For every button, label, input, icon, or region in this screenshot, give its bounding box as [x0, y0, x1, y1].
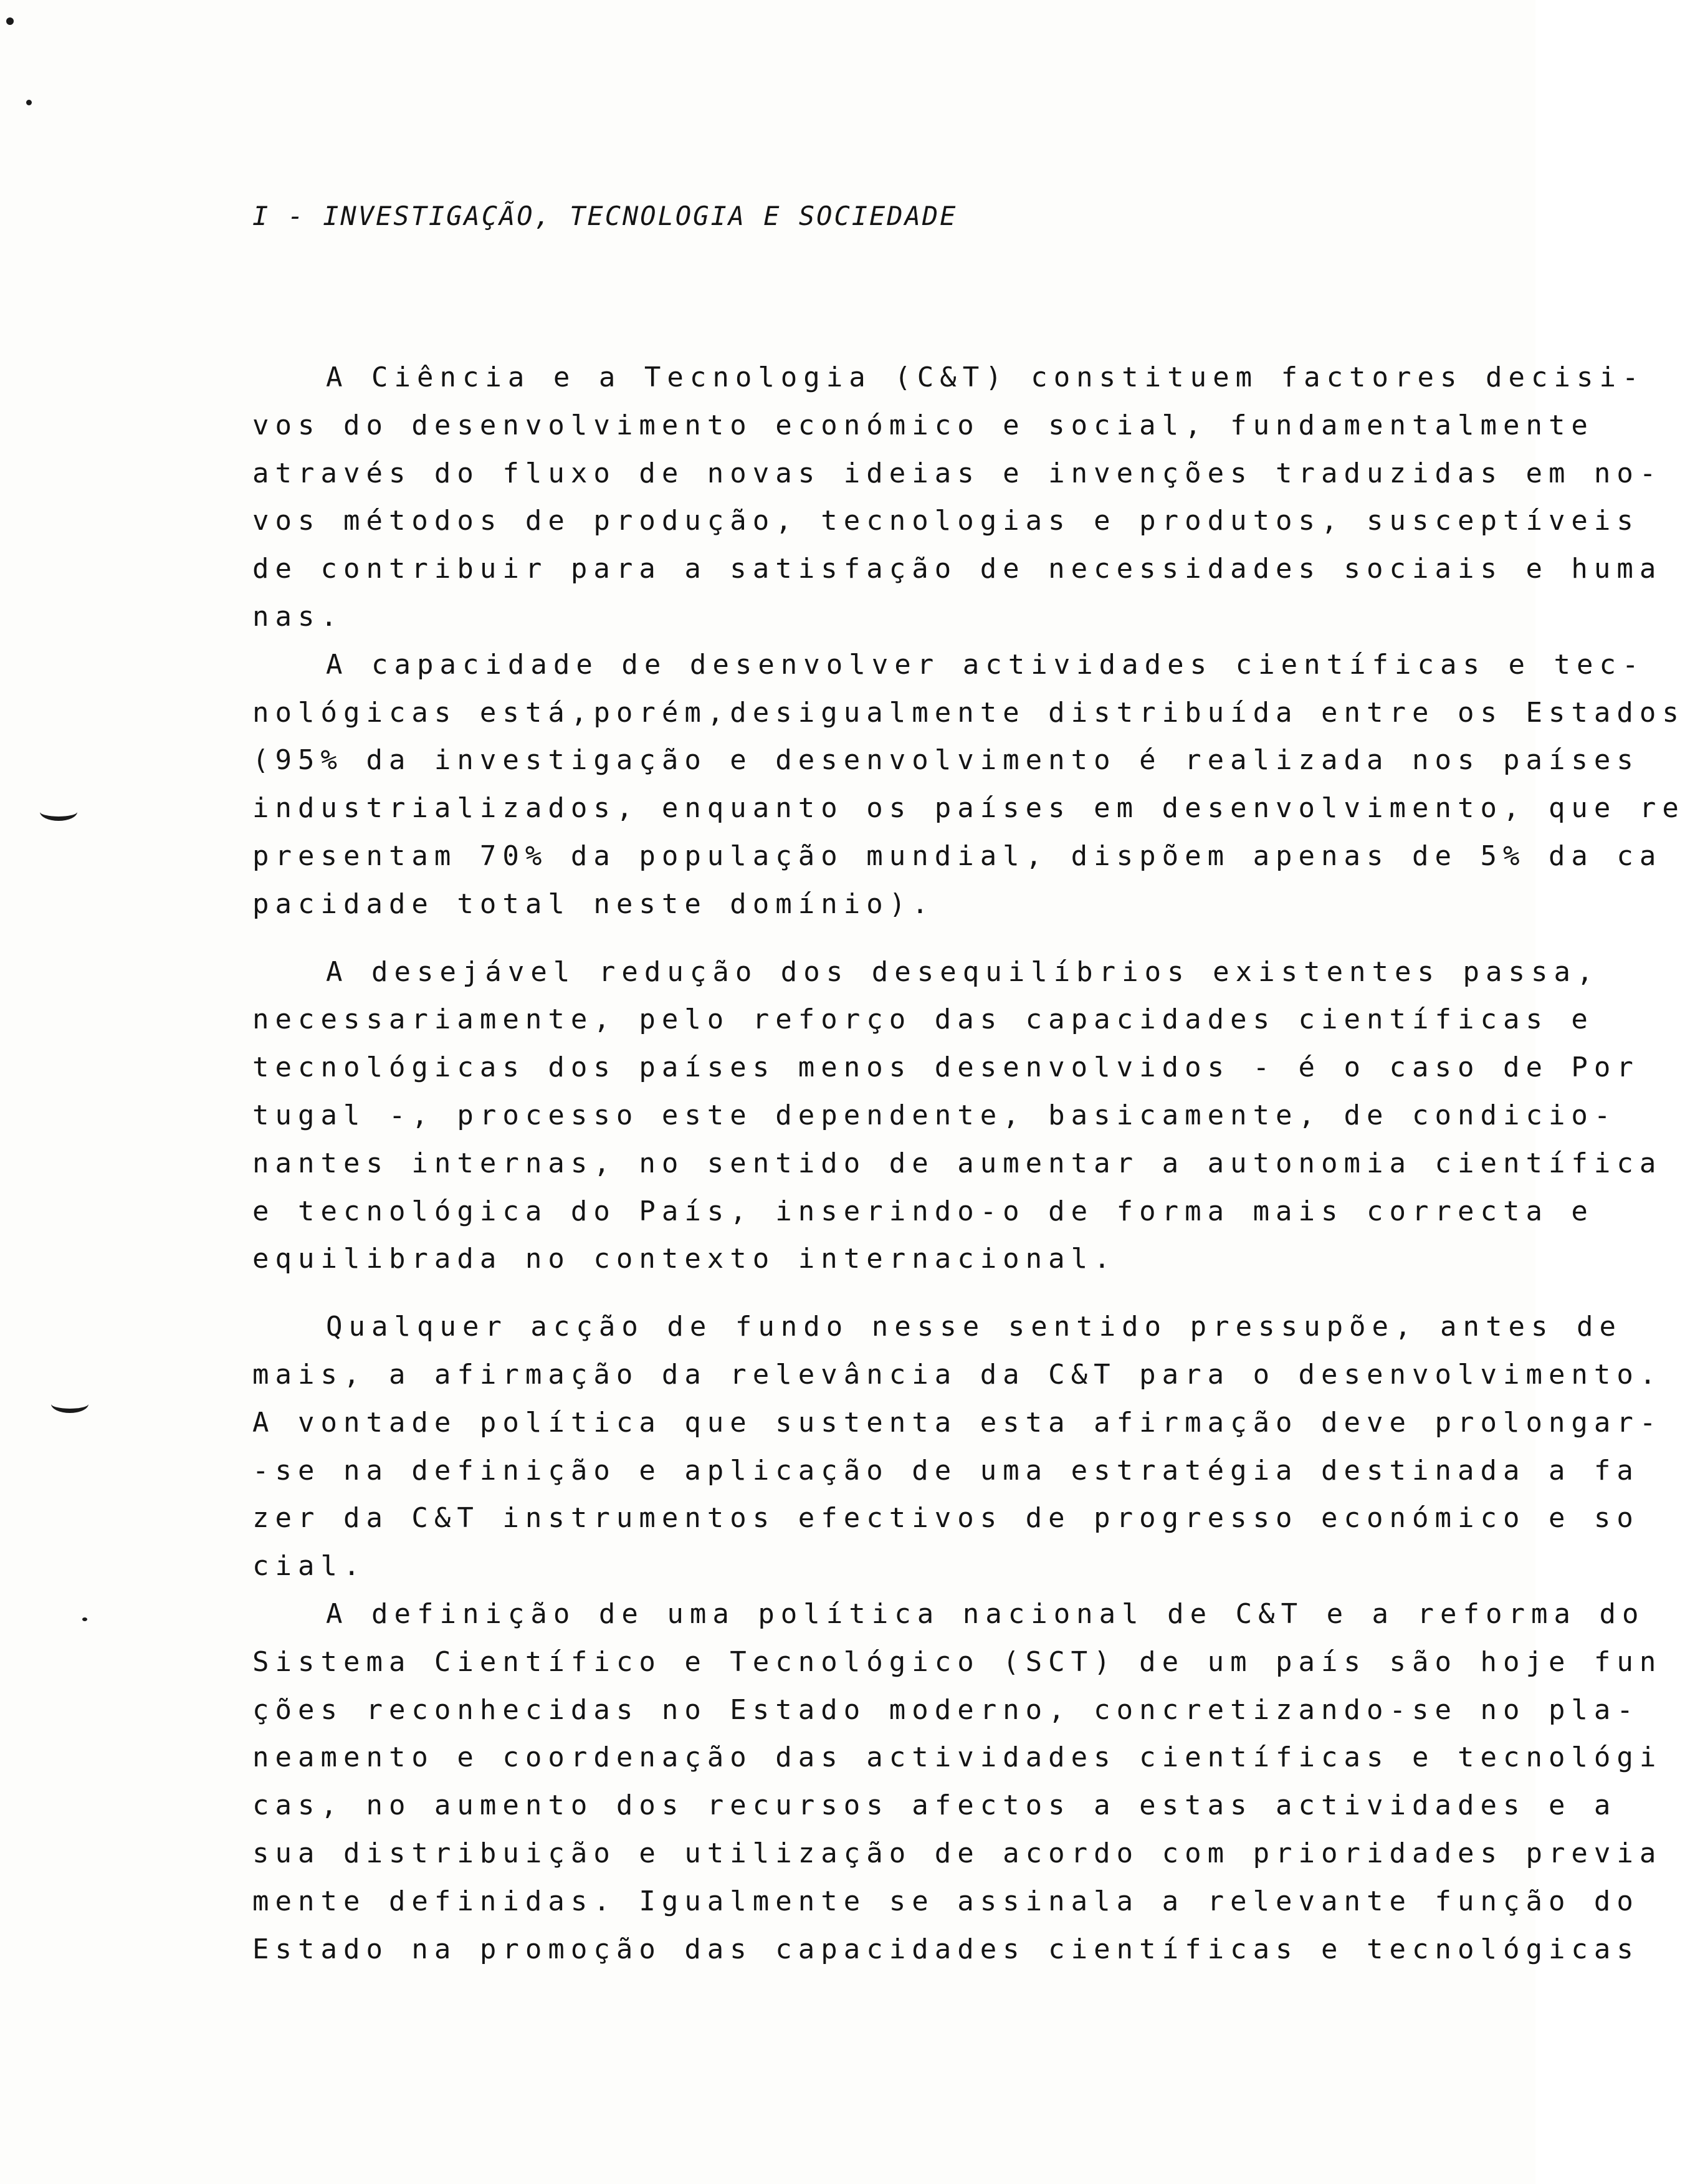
scan-speck [6, 17, 14, 25]
text-line: necessariamente, pelo reforço das capacidades científicas e [252, 1003, 1594, 1036]
text-line: cial. [252, 1550, 366, 1583]
paragraph [252, 354, 1663, 641]
section-heading: I - INVESTIGAÇÃO, TECNOLOGIA E SOCIEDADE [252, 201, 958, 231]
text-line: neamento e coordenação das actividades científicas e tecnológi [252, 1741, 1663, 1774]
text-line: A vontade política que sustenta esta afirmação deve prolongar- [252, 1406, 1663, 1439]
document-body [252, 354, 1685, 1973]
text-line: industrializados, enquanto os países em desenvolvimento, que re [252, 792, 1685, 825]
scan-speck [82, 1617, 87, 1621]
scan-speck [26, 100, 32, 105]
text-line: vos métodos de produção, tecnologias e produtos, susceptíveis [252, 505, 1640, 537]
text-line: A definição de uma política nacional de C&T e a reforma do [326, 1597, 1645, 1630]
paragraph [252, 949, 1663, 1284]
text-line: A Ciência e a Tecnologia (C&T) constituem factores decisi- [326, 362, 1645, 393]
text-line: presentam 70% da população mundial, dispõem apenas de 5% da ca [252, 840, 1663, 872]
text-line: de contribuir para a satisfação de necessidades sociais e huma [252, 553, 1663, 585]
text-line: -se na definição e aplicação de uma estratégia destinada a fa [252, 1454, 1640, 1487]
text-line: nas. [252, 600, 343, 633]
text-line: ções reconhecidas no Estado moderno, concretizando-se no pla- [252, 1693, 1640, 1726]
text-line: mente definidas. Igualmente se assinala a relevante função do [252, 1885, 1640, 1917]
text-line: A capacidade de desenvolver actividades científicas e tec- [326, 648, 1645, 681]
text-line: Qualquer acção de fundo nesse sentido pressupõe, antes de [326, 1311, 1622, 1343]
paragraph-gap [252, 929, 1436, 949]
paragraph-gap [252, 1283, 1436, 1303]
text-line: Sistema Científico e Tecnológico (SCT) de um país são hoje fun [252, 1645, 1663, 1678]
text-line: vos do desenvolvimento económico e social, fundamentalmente [252, 409, 1594, 441]
text-line: através do fluxo de novas ideias e invenções traduzidas em no- [252, 457, 1663, 489]
scan-mark [51, 1395, 88, 1413]
text-line: tugal -, processo este dependente, basicamente, de condicio- [252, 1099, 1617, 1131]
text-line: nantes internas, no sentido de aumentar a autonomia científica [252, 1147, 1663, 1179]
text-line: nológicas está,porém,desigualmente distribuída entre os Estados [252, 696, 1685, 729]
paragraph [252, 641, 1685, 929]
text-line: e tecnológica do País, inserindo-o de forma mais correcta e [252, 1195, 1594, 1227]
text-line: zer da C&T instrumentos efectivos de progresso económico e so [252, 1502, 1640, 1535]
paragraph [252, 1303, 1663, 1591]
text-line: pacidade total neste domínio). [252, 888, 935, 920]
text-line: mais, a afirmação da relevância da C&T para o desenvolvimento. [252, 1358, 1663, 1391]
paragraph [252, 1591, 1663, 1973]
text-line: tecnológicas dos países menos desenvolvidos - é o caso de Por [252, 1051, 1640, 1084]
text-line: cas, no aumento dos recursos afectos a estas actividades e a [252, 1789, 1617, 1822]
text-line: equilibrada no contexto internacional. [252, 1243, 1117, 1275]
text-line: sua distribuição e utilização de acordo com prioridades previa [252, 1837, 1663, 1869]
text-line: A desejável redução dos desequilíbrios existentes passa, [326, 956, 1600, 988]
text-line: (95% da investigação e desenvolvimento é realizada nos países [252, 744, 1640, 777]
scan-mark [40, 803, 77, 821]
text-line: Estado na promoção das capacidades científicas e tecnológicas [252, 1933, 1640, 1965]
